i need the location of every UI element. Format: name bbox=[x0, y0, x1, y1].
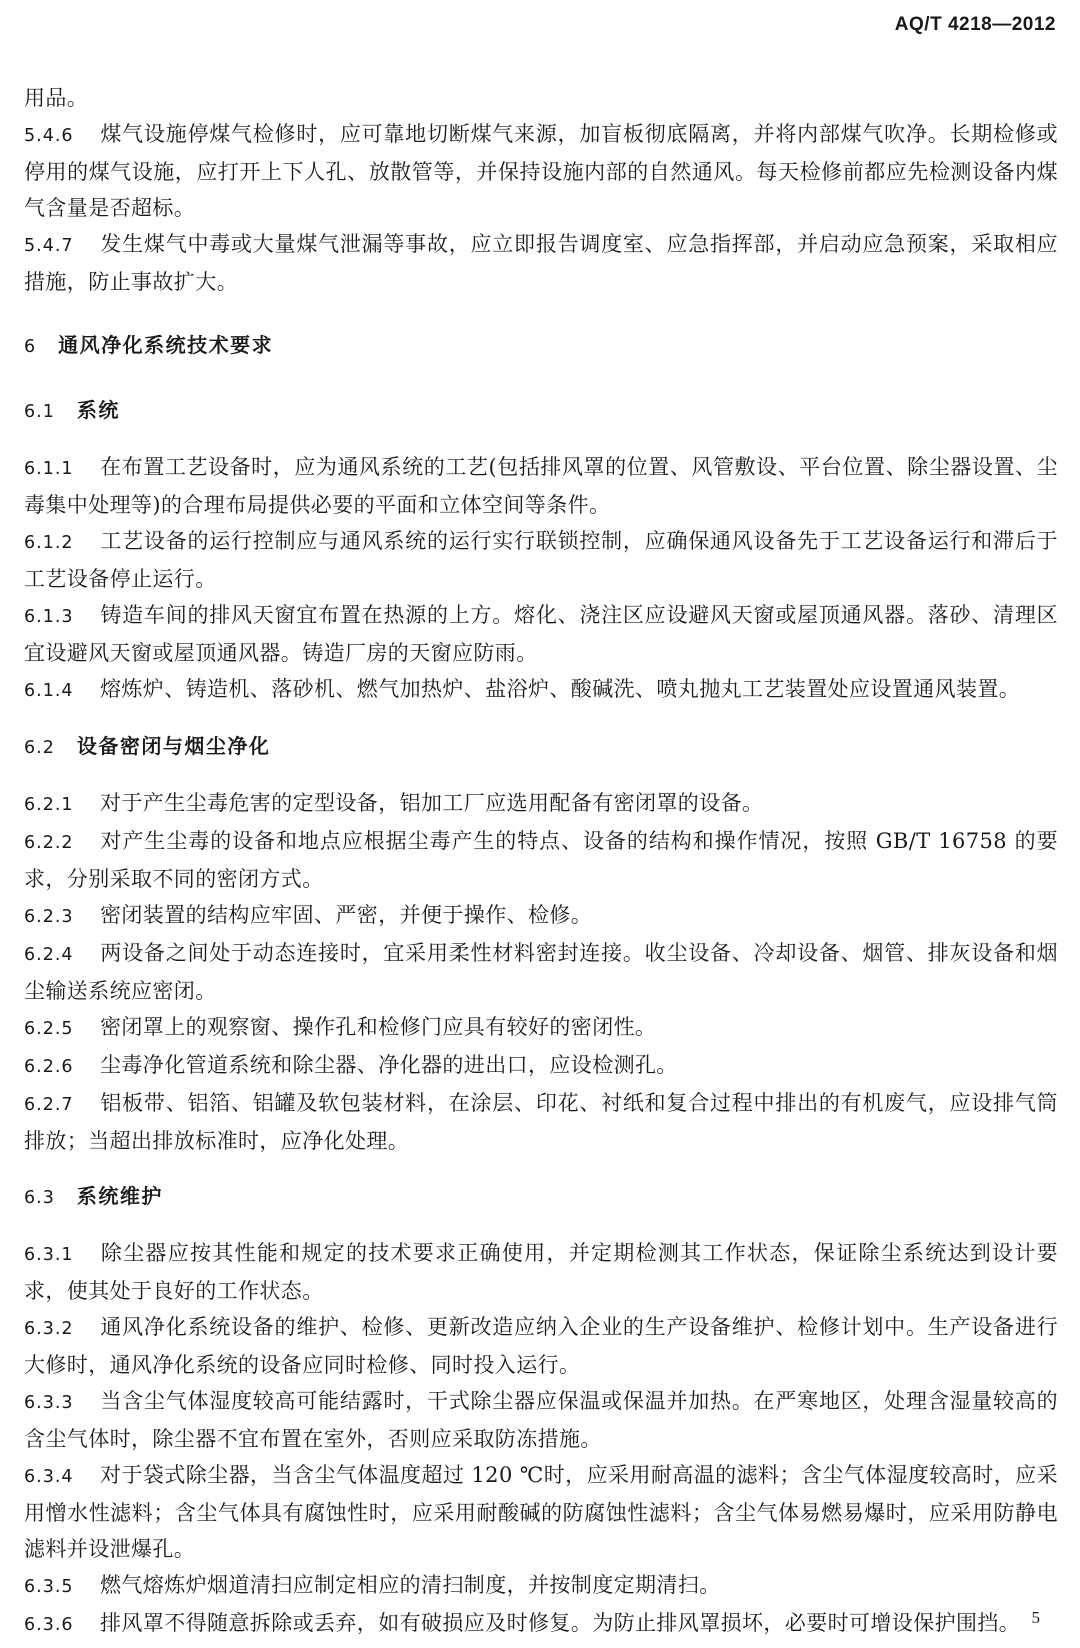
clause-text: 密闭装置的结构应牢固、严密，并便于操作、检修。 bbox=[100, 903, 593, 927]
clause-6-3-1 bbox=[24, 1235, 1058, 1309]
section-title: 系统 bbox=[76, 398, 120, 422]
section-number: 6.1 bbox=[24, 402, 55, 422]
clause-6-1-3 bbox=[24, 597, 1058, 671]
clause-6-2-2 bbox=[24, 823, 1058, 897]
clause-6-2-6 bbox=[24, 1047, 1058, 1085]
clause-number: 6.2.2 bbox=[24, 833, 74, 853]
clause-6-3-3 bbox=[24, 1383, 1058, 1457]
clause-text: 铸造车间的排风天窗宜布置在热源的上方。熔化、浇注区应设避风天窗或屋顶通风器。落砂、清理区宜设避风天窗或屋顶通风器。铸造厂房的天窗应防雨。 bbox=[24, 603, 1058, 665]
clause-text: 密闭罩上的观察窗、操作孔和检修门应具有较好的密闭性。 bbox=[100, 1015, 657, 1039]
clause-text: 除尘器应按其性能和规定的技术要求正确使用，并定期检测其工作状态，保证除尘系统达到设计要求，使其处于良好的工作状态。 bbox=[24, 1241, 1058, 1303]
clause-6-2-3 bbox=[24, 897, 1058, 935]
section-heading-6 bbox=[24, 327, 1058, 365]
section-title: 设备密闭与烟尘净化 bbox=[76, 734, 271, 758]
paragraph bbox=[24, 80, 1058, 116]
clause-number: 6.1.4 bbox=[24, 681, 74, 701]
clause-number: 6.2.3 bbox=[24, 907, 74, 927]
section-heading-6-2 bbox=[24, 728, 1058, 766]
section-heading-6-3 bbox=[24, 1178, 1058, 1216]
clause-text: 对产生尘毒的设备和地点应根据尘毒产生的特点、设备的结构和操作情况，按照 GB/T 16758 的要求，分别采取不同的密闭方式。 bbox=[24, 829, 1058, 891]
clause-6-2-4 bbox=[24, 935, 1058, 1009]
section-number: 6 bbox=[24, 337, 37, 357]
clause-5-4-6 bbox=[24, 116, 1058, 226]
clause-6-1-1 bbox=[24, 449, 1058, 523]
clause-6-1-2 bbox=[24, 523, 1058, 597]
standard-code: AQ/T 4218—2012 bbox=[894, 14, 1056, 35]
clause-number: 6.2.1 bbox=[24, 795, 74, 815]
clause-6-3-5 bbox=[24, 1567, 1058, 1605]
clause-text: 两设备之间处于动态连接时，宜采用柔性材料密封连接。收尘设备、冷却设备、烟管、排灰设备和烟尘输送系统应密闭。 bbox=[24, 941, 1058, 1003]
clause-text: 排风罩不得随意拆除或丢弃，如有破损应及时修复。为防止排风罩损坏，必要时可增设保护围挡。 bbox=[100, 1611, 1021, 1635]
clause-number: 6.2.7 bbox=[24, 1095, 74, 1115]
clause-number: 6.3.6 bbox=[24, 1615, 74, 1635]
clause-text: 通风净化系统设备的维护、检修、更新改造应纳入企业的生产设备维护、检修计划中。生产设备进行大修时，通风净化系统的设备应同时检修、同时投入运行。 bbox=[24, 1315, 1058, 1377]
clause-number: 6.3.5 bbox=[24, 1577, 74, 1597]
clause-6-2-1 bbox=[24, 785, 1058, 823]
clause-6-1-4 bbox=[24, 671, 1058, 709]
section-title: 系统维护 bbox=[76, 1184, 163, 1208]
clause-5-4-7 bbox=[24, 226, 1058, 300]
clause-text: 在布置工艺设备时，应为通风系统的工艺(包括排风罩的位置、风管敷设、平台位置、除尘器设置、尘毒集中处理等)的合理布局提供必要的平面和立体空间等条件。 bbox=[24, 455, 1058, 517]
clause-text: 工艺设备的运行控制应与通风系统的运行实行联锁控制，应确保通风设备先于工艺设备运行和滞后于工艺设备停止运行。 bbox=[24, 529, 1058, 591]
clause-number: 6.3.4 bbox=[24, 1467, 74, 1487]
clause-text: 发生煤气中毒或大量煤气泄漏等事故，应立即报告调度室、应急指挥部，并启动应急预案，采取相应措施，防止事故扩大。 bbox=[24, 232, 1058, 294]
clause-6-2-7 bbox=[24, 1085, 1058, 1159]
clause-6-3-4 bbox=[24, 1457, 1058, 1567]
clause-text: 当含尘气体湿度较高可能结露时，干式除尘器应保温或保温并加热。在严寒地区，处理含湿量较高的含尘气体时，除尘器不宜布置在室外，否则应采取防冻措施。 bbox=[24, 1389, 1058, 1451]
paragraph-text: 用品。 bbox=[24, 86, 89, 110]
section-title: 通风净化系统技术要求 bbox=[58, 333, 274, 357]
clause-number: 5.4.6 bbox=[24, 126, 74, 146]
clause-number: 6.1.3 bbox=[24, 607, 74, 627]
clause-number: 6.1.1 bbox=[24, 459, 74, 479]
clause-text: 对于产生尘毒危害的定型设备，铝加工厂应选用配备有密闭罩的设备。 bbox=[100, 791, 764, 815]
clause-number: 6.2.6 bbox=[24, 1057, 74, 1077]
clause-number: 6.3.3 bbox=[24, 1393, 74, 1413]
clause-number: 6.3.2 bbox=[24, 1319, 74, 1339]
clause-text: 铝板带、铝箔、铝罐及软包装材料，在涂层、印花、衬纸和复合过程中排出的有机废气，应设排气筒排放；当超出排放标准时，应净化处理。 bbox=[24, 1091, 1058, 1153]
clause-number: 6.2.5 bbox=[24, 1019, 74, 1039]
page-number: 5 bbox=[1031, 1608, 1040, 1627]
clause-number: 6.1.2 bbox=[24, 533, 74, 553]
clause-text: 尘毒净化管道系统和除尘器、净化器的进出口，应设检测孔。 bbox=[100, 1053, 678, 1077]
clause-6-3-2 bbox=[24, 1309, 1058, 1383]
clause-text: 熔炼炉、铸造机、落砂机、燃气加热炉、盐浴炉、酸碱洗、喷丸抛丸工艺装置处应设置通风装置。 bbox=[100, 677, 1021, 701]
section-number: 6.2 bbox=[24, 738, 55, 758]
clause-number: 6.2.4 bbox=[24, 945, 74, 965]
document-body bbox=[24, 80, 1058, 1643]
clause-number: 6.3.1 bbox=[24, 1245, 74, 1265]
clause-text: 对于袋式除尘器，当含尘气体温度超过 120 ℃时，应采用耐高温的滤料；含尘气体湿度较高时，应采用憎水性滤料；含尘气体具有腐蚀性时，应采用耐酸碱的防腐蚀性滤料；含尘气体易燃易爆时，应采用防静电滤料并设泄爆孔。 bbox=[24, 1463, 1058, 1561]
section-heading-6-1 bbox=[24, 392, 1058, 430]
clause-6-3-6 bbox=[24, 1605, 1058, 1643]
clause-text: 燃气熔炼炉烟道清扫应制定相应的清扫制度，并按制度定期清扫。 bbox=[100, 1573, 721, 1597]
clause-number: 5.4.7 bbox=[24, 236, 74, 256]
section-number: 6.3 bbox=[24, 1188, 55, 1208]
clause-6-2-5 bbox=[24, 1009, 1058, 1047]
clause-text: 煤气设施停煤气检修时，应可靠地切断煤气来源，加盲板彻底隔离，并将内部煤气吹净。长期检修或停用的煤气设施，应打开上下人孔、放散管等，并保持设施内部的自然通风。每天检修前都应先检测设备内煤气含量是否超标。 bbox=[24, 122, 1058, 220]
